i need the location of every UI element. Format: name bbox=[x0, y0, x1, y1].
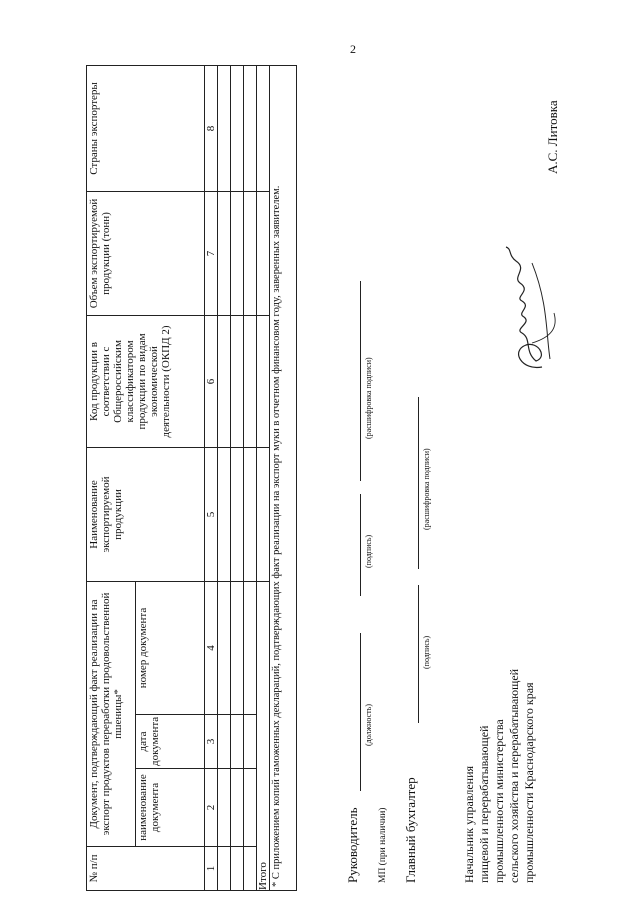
official-name: А.С. Литовка bbox=[545, 100, 560, 174]
official-block bbox=[462, 669, 537, 883]
hint-signature: (подпись) bbox=[364, 534, 373, 568]
column-number: 4 bbox=[205, 581, 218, 714]
page-number: 2 bbox=[350, 42, 356, 56]
mp-label: МП (при наличии) bbox=[378, 807, 388, 883]
official-title-line: Начальник управления bbox=[462, 765, 476, 883]
table-row bbox=[218, 65, 231, 890]
table-footnote: * С приложением копий таможенных деклараций, подтверждающих факт реализации на экспорт муки в отчетном финансовом году, заверенных заявителем. bbox=[270, 65, 297, 890]
table-row bbox=[244, 65, 257, 890]
header-doc-number: номер документа bbox=[136, 581, 205, 714]
official-title-line: промышленности министерства bbox=[492, 719, 506, 883]
column-number: 2 bbox=[205, 769, 218, 847]
official-title-line: сельского хозяйства и перерабатывающей bbox=[507, 668, 521, 883]
column-number: 1 bbox=[205, 847, 218, 891]
head-label: Руководитель bbox=[345, 807, 360, 883]
header-countries: Страны экспортеры bbox=[87, 65, 205, 191]
column-number: 7 bbox=[205, 191, 218, 315]
column-number: 3 bbox=[205, 715, 218, 769]
hint-signature-2: (подпись) bbox=[422, 635, 431, 669]
hint-decoding: (расшифровка подписи) bbox=[364, 357, 373, 439]
position-line bbox=[360, 633, 361, 791]
hint-decoding-2: (расшифровка подписи) bbox=[422, 448, 431, 530]
handwritten-signature bbox=[502, 243, 568, 373]
total-row bbox=[257, 65, 270, 890]
header-doc-name: наименование документа bbox=[136, 769, 205, 847]
accountant-decoding-line bbox=[418, 397, 419, 569]
official-title-line: пищевой и перерабатывающей bbox=[477, 725, 491, 883]
hint-position: (должность) bbox=[364, 704, 373, 746]
column-number: 5 bbox=[205, 447, 218, 581]
table-row bbox=[231, 65, 244, 890]
decoding-line bbox=[360, 281, 361, 481]
total-label: Итого bbox=[257, 581, 270, 890]
column-number-row bbox=[205, 65, 218, 890]
column-number: 6 bbox=[205, 315, 218, 447]
header-doc-date: дата документа bbox=[136, 715, 205, 769]
header-num: № п/п bbox=[87, 847, 205, 891]
signature-line bbox=[360, 494, 361, 596]
chief-accountant-label: Главный бухгалтер bbox=[403, 777, 418, 883]
header-okpd-code: Код продукции в соответствии с Общероссийским классификатором продукции по видам экономической деятельности (ОКПД 2) bbox=[87, 315, 205, 447]
column-number: 8 bbox=[205, 65, 218, 191]
rotated-content bbox=[48, 66, 596, 891]
accountant-signature-line bbox=[418, 585, 419, 723]
header-document: Документ, подтверждающий факт реализации на экспорт продуктов переработки продовольственной пшеницы* bbox=[87, 581, 136, 846]
export-table bbox=[86, 65, 297, 891]
official-title-line: промышленности Краснодарского края bbox=[522, 682, 536, 883]
header-volume: Объем экспортируемой продукции (тонн) bbox=[87, 191, 205, 315]
header-product: Наименование экспортируемой продукции bbox=[87, 447, 205, 581]
